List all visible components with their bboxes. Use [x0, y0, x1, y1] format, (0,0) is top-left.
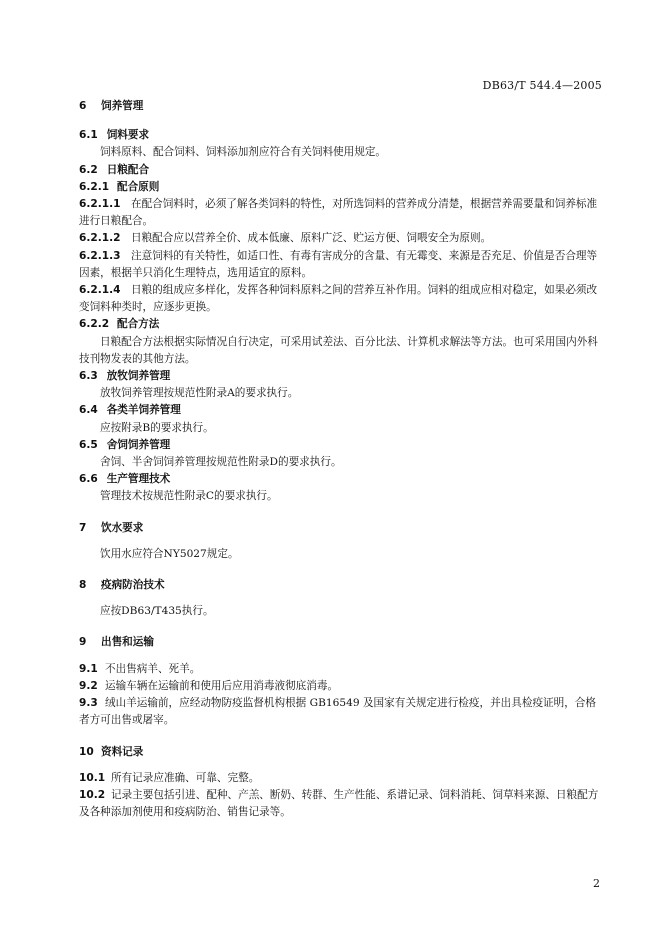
clause-9-3	[79, 695, 601, 729]
clause-number: 6.2.1.1	[79, 198, 121, 211]
section-6-2-heading	[79, 162, 601, 179]
clause-text: 在配合饲料时，必须了解各类饲料的特性，对所选饲料的营养成分清楚，根据营养需要量和饲养标准进行日粮配合。	[79, 198, 598, 228]
section-number: 6.2.2	[79, 318, 110, 331]
section-6-5-heading	[79, 437, 601, 454]
section-title: 舍饲饲养管理	[106, 438, 171, 451]
section-6-5-text: 舍饲、半舍饲饲养管理按规范性附录D的要求执行。	[100, 456, 342, 469]
clause-text: 所有记录应准确、可靠、完整。	[111, 771, 260, 784]
section-number: 7	[79, 521, 87, 534]
section-title: 配合原则	[117, 180, 160, 193]
clause-9-1	[79, 661, 601, 678]
section-6-3-heading	[79, 368, 601, 385]
section-title: 饲料要求	[106, 129, 150, 142]
section-title: 出售和运输	[101, 636, 154, 649]
clause-9-2	[79, 678, 601, 695]
clause-number: 10.1	[79, 771, 106, 784]
section-number: 6.6	[79, 473, 98, 486]
section-6-heading	[79, 98, 601, 115]
clause-text: 日粮配合应以营养全价、成本低廉、原料广泛、贮运方便、饲喂安全为原则。	[131, 232, 492, 245]
section-number: 10	[79, 745, 94, 758]
section-title: 资料记录	[101, 745, 144, 758]
section-8-text: 应按DB63/T435执行。	[100, 605, 214, 618]
section-6-3-text: 放牧饲养管理按规范性附录A的要求执行。	[100, 387, 299, 400]
section-title: 配合方法	[117, 318, 160, 331]
section-number: 8	[79, 579, 87, 592]
section-title: 日粮配合	[106, 163, 150, 176]
section-number: 6	[79, 100, 87, 112]
section-title: 各类羊饲养管理	[106, 404, 181, 417]
document-body	[79, 98, 601, 821]
section-title: 饮水要求	[101, 521, 144, 534]
section-number: 6.2.1	[79, 180, 110, 193]
clause-text: 运输车辆在运输前和使用后应用消毒液彻底消毒。	[105, 679, 339, 692]
section-6-4-text: 应按附录B的要求执行。	[100, 421, 214, 434]
clause-6-2-1-4	[79, 282, 601, 316]
clause-number: 6.2.1.3	[79, 249, 121, 262]
section-number: 6.5	[79, 438, 98, 451]
section-title: 放牧饲养管理	[106, 370, 171, 383]
clause-number: 9.1	[79, 662, 98, 675]
section-6-2-2-heading	[79, 316, 601, 333]
clause-number: 9.2	[79, 679, 98, 692]
standard-number: DB63/T 544.4—2005	[482, 79, 602, 92]
section-6-1-text: 饲料原料、配合饲料、饲料添加剂应符合有关饲料使用规定。	[100, 146, 387, 159]
clause-number: 9.3	[79, 697, 98, 710]
clause-6-2-1-1	[79, 196, 601, 230]
clause-number: 6.2.1.4	[79, 284, 121, 297]
section-title: 生产管理技术	[106, 473, 171, 486]
section-10-heading	[79, 744, 601, 761]
section-6-1-heading	[79, 127, 601, 144]
section-6-6-heading	[79, 471, 601, 488]
section-6-2-2-text: 日粮配合方法根据实际情况自行决定，可采用试差法、百分比法、计算机求解法等方法。也可采用国内外科技刊物发表的其他方法。	[79, 335, 598, 365]
clause-text: 绒山羊运输前，应经动物防疫监督机构根据 GB16549 及国家有关规定进行检疫，并出具检疫证明，合格者方可出售或屠宰。	[79, 697, 597, 727]
clause-number: 6.2.1.2	[79, 232, 121, 245]
section-6-4-heading	[79, 402, 601, 419]
section-8-heading	[79, 577, 601, 594]
clause-text: 日粮的组成应多样化，发挥各种饲料原料之间的营养互补作用。饲料的组成应相对稳定，如果必须改变饲料种类时，应逐步更换。	[79, 284, 598, 314]
clause-10-2	[79, 787, 601, 821]
clause-6-2-1-2	[79, 230, 601, 247]
clause-6-2-1-3	[79, 248, 601, 282]
clause-text: 不出售病羊、死羊。	[105, 662, 201, 675]
clause-text: 注意饲料的有关特性，如适口性、有毒有害成分的含量、有无霉变、来源是否充足、价值是否合理等因素，根据羊只消化生理特点，选用适宜的原料。	[79, 249, 598, 279]
section-number: 6.4	[79, 404, 98, 417]
clause-10-1	[79, 770, 601, 787]
section-7-heading	[79, 520, 601, 537]
section-number: 6.2	[79, 163, 98, 176]
section-7-text: 饮用水应符合NY5027规定。	[100, 547, 239, 560]
section-title: 饲养管理	[101, 100, 144, 112]
section-number: 9	[79, 636, 87, 649]
section-number: 6.1	[79, 129, 98, 142]
section-number: 6.3	[79, 370, 98, 383]
clause-number: 10.2	[79, 788, 106, 801]
section-6-2-1-heading	[79, 179, 601, 196]
section-9-heading	[79, 634, 601, 651]
section-title: 疫病防治技术	[101, 579, 165, 592]
clause-text: 记录主要包括引进、配种、产羔、断奶、转群、生产性能、系谱记录、饲料消耗、饲草料来源、日粮配方及各种添加剂使用和疫病防治、销售记录等。	[79, 788, 599, 819]
section-6-6-text: 管理技术按规范性附录C的要求执行。	[100, 490, 278, 503]
page-number: 2	[593, 877, 600, 890]
